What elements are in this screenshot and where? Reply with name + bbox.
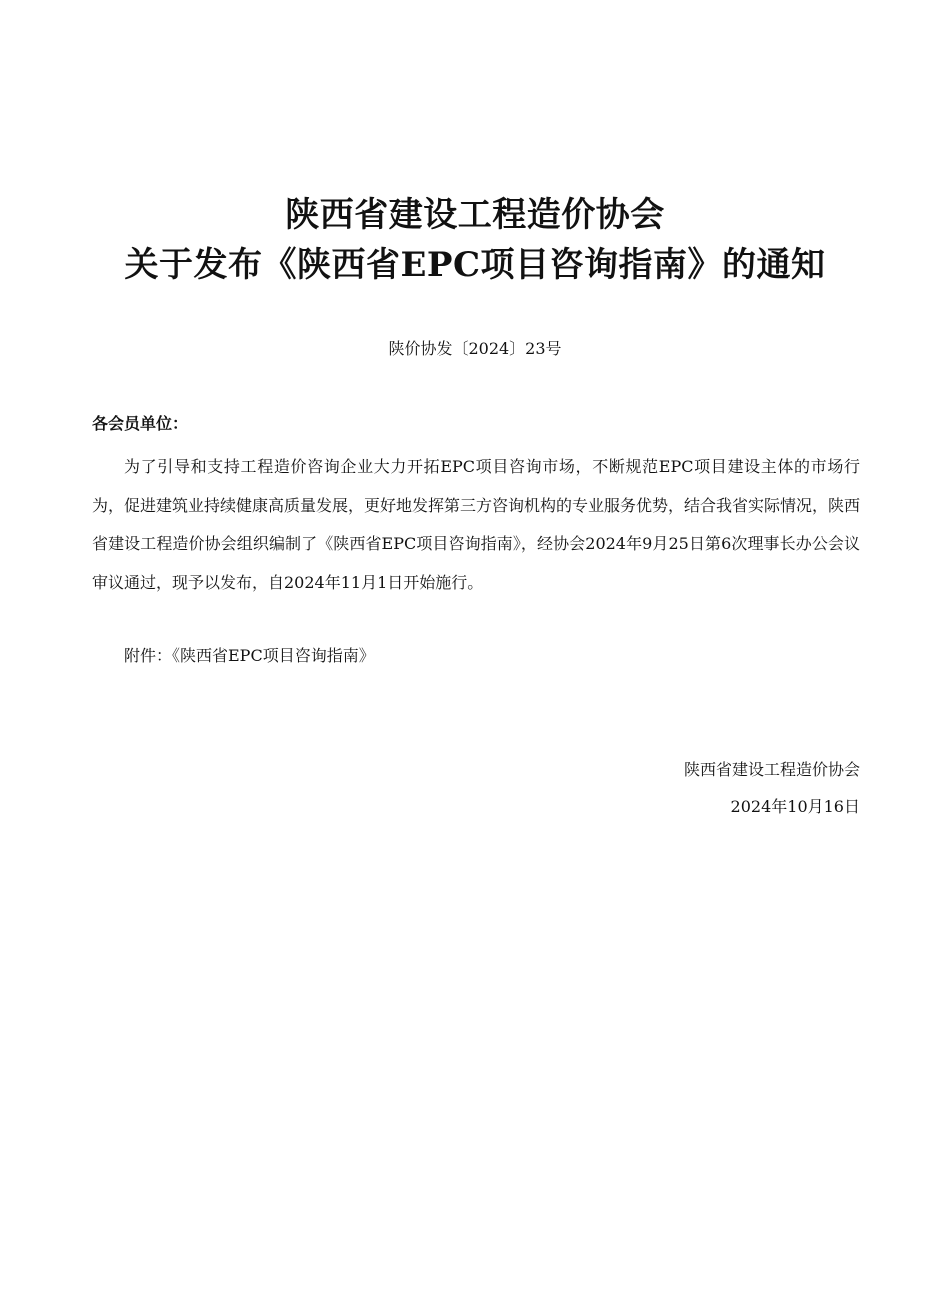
document-title-line2: 关于发布《陕西省EPC项目咨询指南》的通知: [124, 245, 826, 285]
signature-date: 2024年10月16日: [730, 797, 860, 816]
document-number: 陕价协发〔2024〕23号: [388, 339, 562, 358]
attachment-line: 附件：《陕西省EPC项目咨询指南》: [124, 646, 375, 665]
salutation: 各会员单位：: [92, 414, 189, 433]
body-paragraph: 为了引导和支持工程造价咨询企业大力开拓EPC项目咨询市场，不断规范EPC项目建设主体的市场行为，促进建筑业持续健康高质量发展，更好地发挥第三方咨询机构的专业服务优势，结合我省实际情况，陕西省建设工程造价协会组织编制了《陕西省EPC项目咨询指南》，经协会2024年9月25日第6次理事长办公会议审议通过，现予以发布，自2024年11月1日开始施行。: [92, 457, 861, 592]
signature-organization: 陕西省建设工程造价协会: [683, 760, 860, 779]
document-title-line1: 陕西省建设工程造价协会: [285, 195, 665, 235]
